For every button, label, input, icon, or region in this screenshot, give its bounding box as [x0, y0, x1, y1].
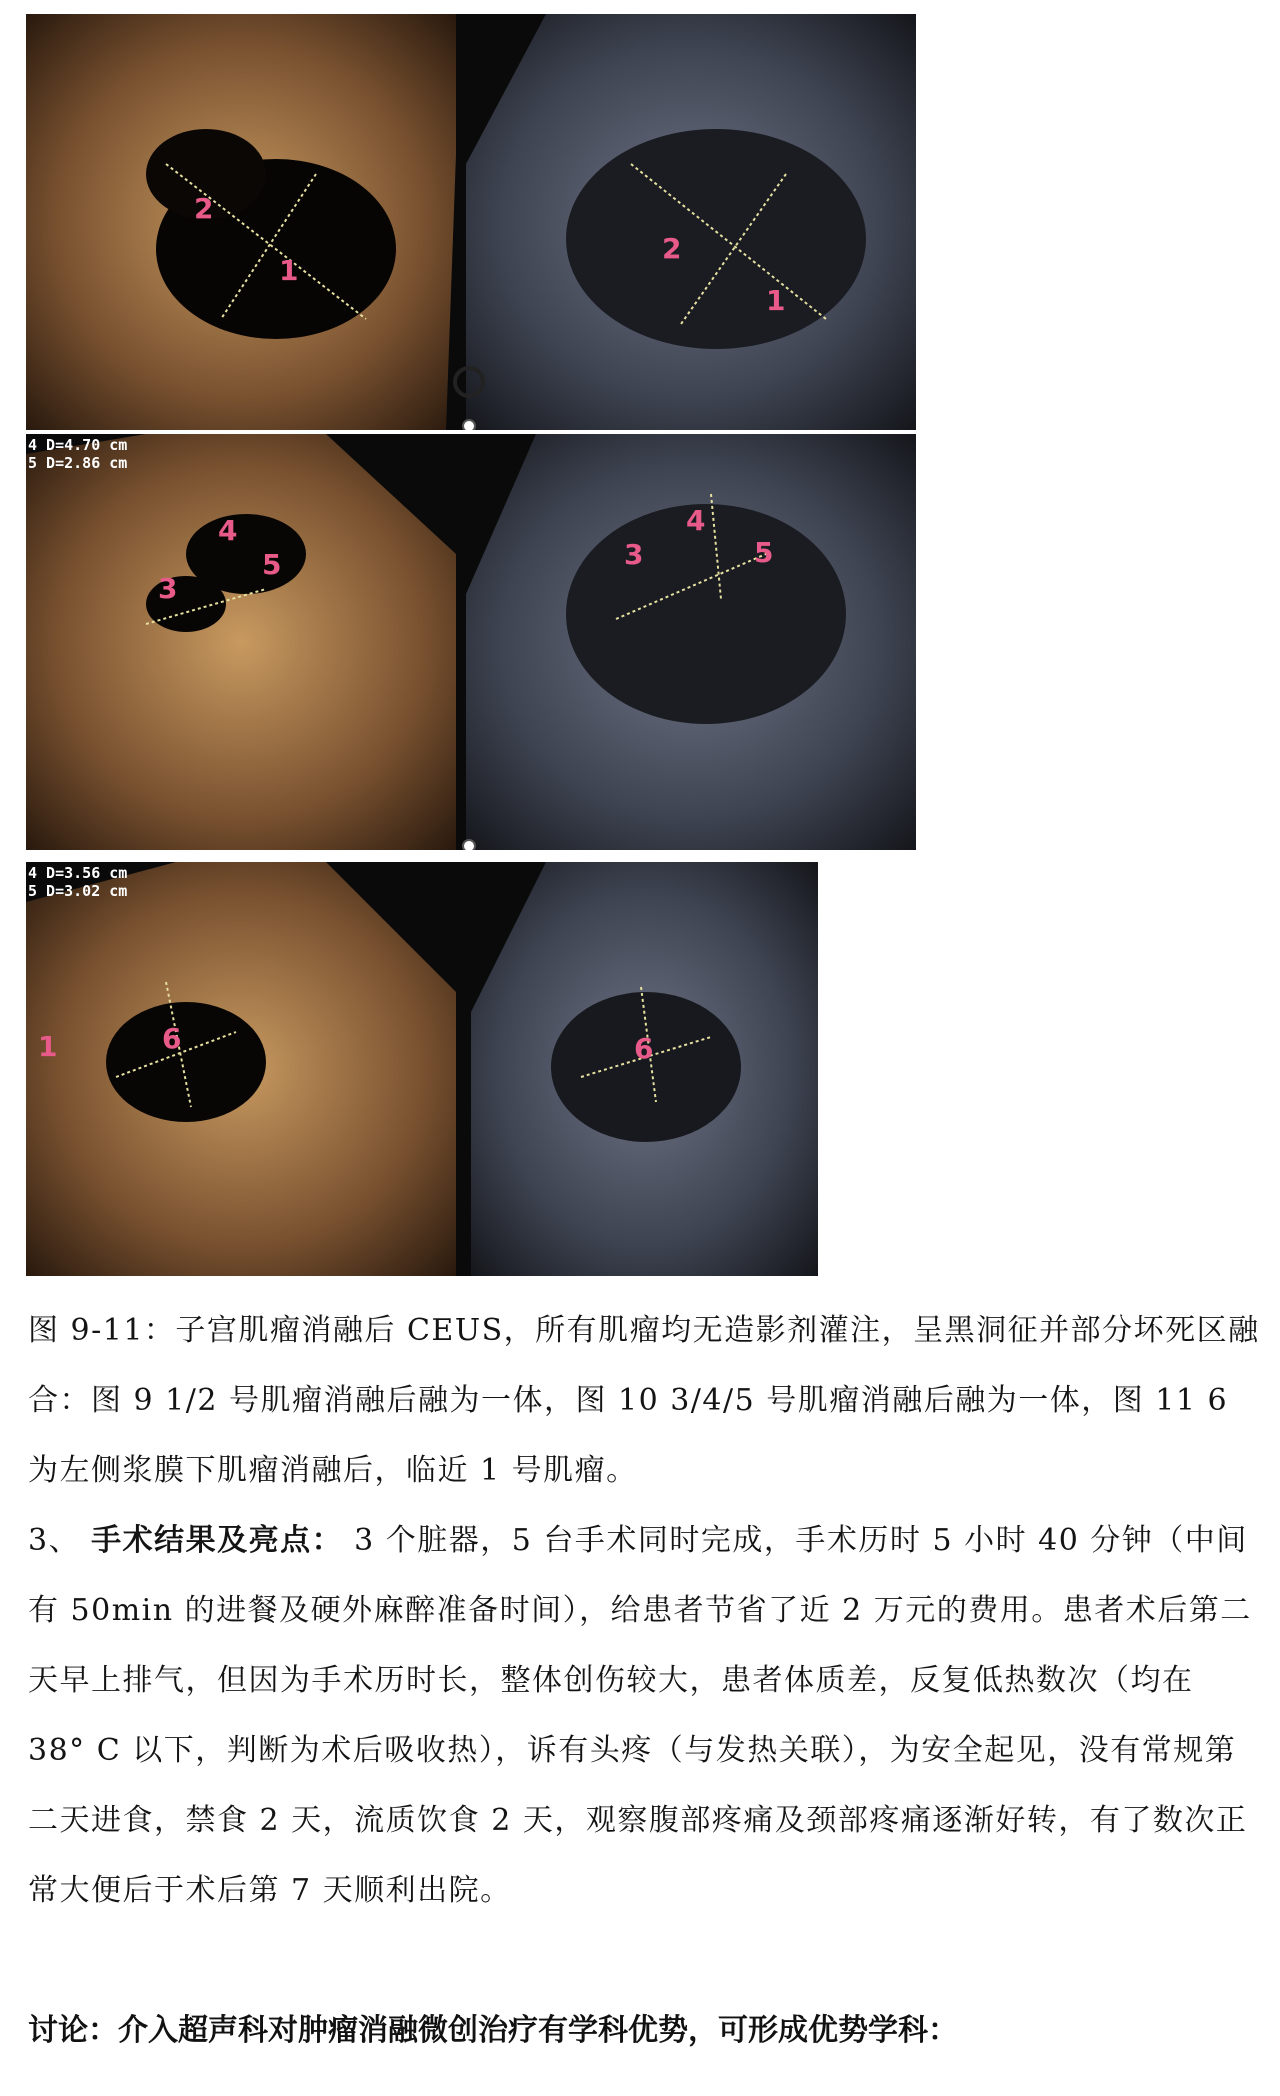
- lesion-label: 4: [218, 514, 238, 547]
- figure-caption: 图 9-11：子宫肌瘤消融后 CEUS，所有肌瘤均无造影剂灌注，呈黑洞征并部分坏死区融合：图 9 1/2 号肌瘤消融后融为一体，图 10 3/4/5 号肌瘤消融后融为一体，图 11 6 为左侧浆膜下肌瘤消融后，临近 1 号肌瘤。: [28, 1313, 1260, 1488]
- ultrasound-figure-10: [26, 434, 916, 850]
- lesion-label: 1: [38, 1030, 58, 1063]
- lesion-label: 6: [634, 1032, 654, 1065]
- lesion-label: 6: [162, 1022, 182, 1055]
- ultrasound-figure-9: [26, 14, 916, 430]
- lesion-label: 1: [766, 284, 786, 317]
- section-3-paragraph: [28, 1506, 1260, 1926]
- measurement-readout: [28, 864, 127, 900]
- lesion-label: 3: [158, 572, 178, 605]
- lesion-label: 2: [662, 232, 682, 265]
- document-text: [28, 1296, 1260, 2096]
- ultrasound-figure-11: [26, 862, 818, 1276]
- measurement-readout: [28, 436, 127, 472]
- measurement-line: 4 D=4.70 cm: [28, 436, 128, 454]
- section-number: 3、: [28, 1523, 92, 1558]
- section-body: 3 个脏器，5 台手术同时完成，手术历时 5 小时 40 分钟（中间有 50min 的进餐及硬外麻醉准备时间），给患者节省了近 2 万元的费用。患者术后第二天早上排气，但因为手术历时长，整体创伤较大，患者体质差，反复低热数次（均在 38° C 以下，判断为术后吸收热），诉有头疼（与发热关联），为安全起见，没有常规第二天进食，禁食 2 天，流质饮食 2 天，观察腹部疼痛及颈部疼痛逐渐好转，有了数次正常大便后于术后第 7 天顺利出院。: [28, 1523, 1252, 1908]
- lesion-label: 5: [754, 536, 774, 569]
- lesion-label: 3: [624, 538, 644, 571]
- lesion-label: 5: [262, 548, 282, 581]
- lesion-label: 2: [194, 192, 214, 225]
- section-heading: 手术结果及亮点：: [91, 1523, 344, 1558]
- lesion-label: 1: [279, 254, 299, 287]
- lesion-label: 4: [686, 504, 706, 537]
- measurement-line: 5 D=3.02 cm: [28, 882, 128, 900]
- discussion-heading: 讨论：介入超声科对肿瘤消融微创治疗有学科优势，可形成优势学科：: [28, 2013, 958, 2048]
- measurement-line: 5 D=2.86 cm: [28, 454, 128, 472]
- measurement-line: 4 D=3.56 cm: [28, 864, 128, 882]
